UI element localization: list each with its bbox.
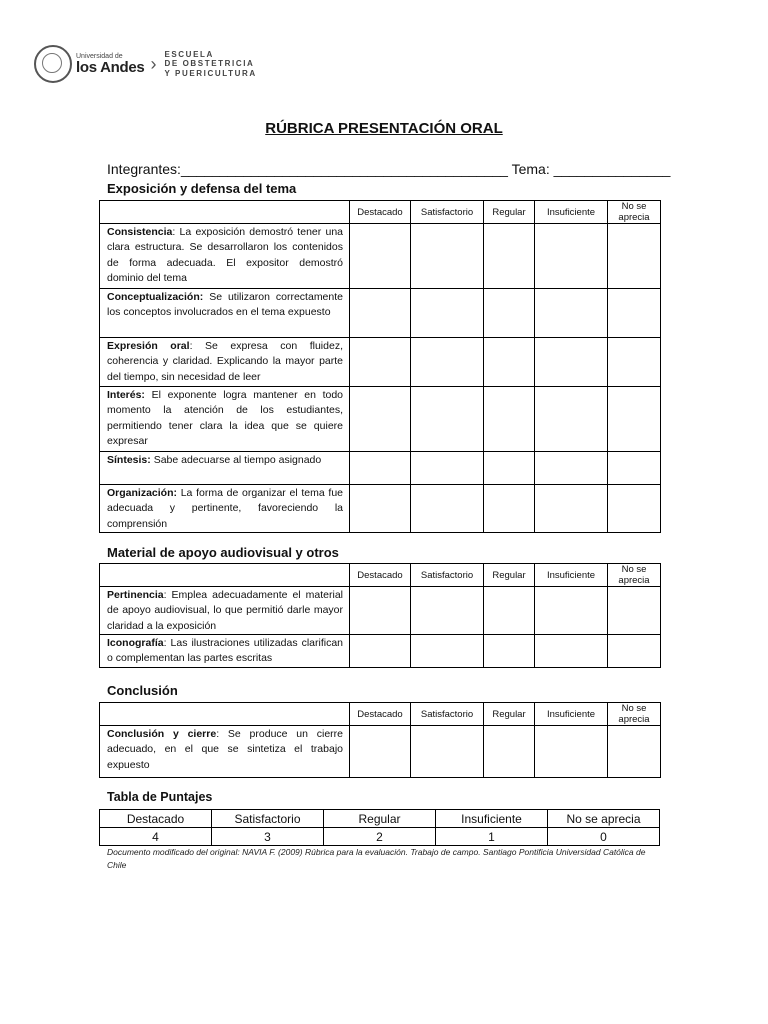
rating-cell[interactable] <box>350 338 411 387</box>
school-name-line: DE OBSTETRICIA <box>164 59 255 69</box>
scores-label-row <box>100 810 660 828</box>
rating-cell[interactable] <box>535 452 608 485</box>
column-header: No se aprecia <box>608 564 661 587</box>
rating-cell[interactable] <box>535 224 608 289</box>
column-header: Regular <box>484 703 535 726</box>
section-heading-material: Material de apoyo audiovisual y otros <box>107 545 339 560</box>
rating-cell[interactable] <box>411 338 484 387</box>
rubric-row <box>100 587 661 635</box>
university-main-name: los Andes <box>76 59 145 76</box>
rubric-row <box>100 485 661 533</box>
rating-cell[interactable] <box>411 587 484 635</box>
criterion-cell <box>100 289 350 338</box>
rating-cell[interactable] <box>411 224 484 289</box>
scores-value-row <box>100 828 660 846</box>
criterion-cell <box>100 452 350 485</box>
rubric-row <box>100 387 661 452</box>
section-heading-conclusion: Conclusión <box>107 683 178 698</box>
criterion-cell <box>100 387 350 452</box>
criteria-header-cell <box>100 703 350 726</box>
university-name <box>76 53 144 75</box>
criterion-name: Iconografía <box>107 637 164 649</box>
rating-cell[interactable] <box>608 485 661 533</box>
rating-cell[interactable] <box>350 635 411 668</box>
criterion-description: Sabe adecuarse al tiempo asignado <box>153 454 322 466</box>
criterion-separator: : <box>163 637 171 649</box>
column-header: Satisfactorio <box>411 703 484 726</box>
criterion-name: Organización: <box>107 487 178 499</box>
rubric-row <box>100 289 661 338</box>
rating-cell[interactable] <box>608 726 661 778</box>
rating-cell[interactable] <box>350 224 411 289</box>
rubric-table-exposicion <box>99 200 661 533</box>
column-header: Destacado <box>350 703 411 726</box>
column-header: No se aprecia <box>608 201 661 224</box>
rating-cell[interactable] <box>411 387 484 452</box>
score-value: 0 <box>548 828 660 846</box>
score-value: 2 <box>324 828 436 846</box>
criterion-separator: : <box>216 728 228 740</box>
rubric-header-row <box>100 201 661 224</box>
criterion-name: Interés: <box>107 389 145 401</box>
criterion-separator <box>145 389 152 401</box>
criterion-separator: : <box>189 340 206 352</box>
criterion-name: Conclusión y cierre <box>107 728 217 740</box>
rating-cell[interactable] <box>484 485 535 533</box>
criteria-header-cell <box>100 564 350 587</box>
integrantes-tema-line: Integrantes:__________________________________________ Tema: _______________ <box>107 161 671 177</box>
criterion-cell <box>100 338 350 387</box>
rating-cell[interactable] <box>411 289 484 338</box>
rubric-header-row <box>100 703 661 726</box>
criterion-cell <box>100 635 350 668</box>
rubric-header-row <box>100 564 661 587</box>
rating-cell[interactable] <box>535 635 608 668</box>
criterion-description: Se utilizaron correctamente los conceptos involucrados en el tema expuesto <box>107 291 343 319</box>
column-header: Satisfactorio <box>411 201 484 224</box>
score-value: 4 <box>100 828 212 846</box>
rating-cell[interactable] <box>484 635 535 668</box>
footnote: Documento modificado del original: NAVIA F. (2009) Rúbrica para la evaluación. Trabajo de campo. Santiago Pontificia Universidad Católica de Chile <box>107 847 646 870</box>
rating-cell[interactable] <box>484 587 535 635</box>
criterion-cell <box>100 726 350 778</box>
rating-cell[interactable] <box>535 289 608 338</box>
score-label: Insuficiente <box>436 810 548 828</box>
rubric-table-material <box>99 563 661 668</box>
score-label: Regular <box>324 810 436 828</box>
criterion-name: Síntesis: <box>107 454 151 466</box>
criterion-name: Pertinencia <box>107 589 164 601</box>
rating-cell[interactable] <box>350 387 411 452</box>
column-header: Insuficiente <box>535 201 608 224</box>
rating-cell[interactable] <box>608 338 661 387</box>
rating-cell[interactable] <box>411 726 484 778</box>
criterion-separator: : <box>172 226 180 238</box>
rubric-table-conclusion <box>99 702 661 778</box>
rubric-row <box>100 635 661 668</box>
institution-header <box>34 42 257 86</box>
criterion-separator: : <box>163 589 172 601</box>
criterion-cell <box>100 224 350 289</box>
column-header: Insuficiente <box>535 564 608 587</box>
column-header: Regular <box>484 564 535 587</box>
rating-cell[interactable] <box>350 452 411 485</box>
rating-cell[interactable] <box>535 485 608 533</box>
scores-table <box>99 809 660 846</box>
column-header: No se aprecia <box>608 703 661 726</box>
score-value: 1 <box>436 828 548 846</box>
rating-cell[interactable] <box>535 387 608 452</box>
rating-cell[interactable] <box>484 726 535 778</box>
column-header: Satisfactorio <box>411 564 484 587</box>
rating-cell[interactable] <box>411 635 484 668</box>
column-header: Destacado <box>350 201 411 224</box>
rating-cell[interactable] <box>350 485 411 533</box>
scores-table-heading: Tabla de Puntajes <box>107 790 213 804</box>
score-value: 3 <box>212 828 324 846</box>
score-label: Destacado <box>100 810 212 828</box>
score-label: No se aprecia <box>548 810 660 828</box>
school-name-line: Y PUERICULTURA <box>164 68 257 78</box>
rubric-row <box>100 338 661 387</box>
chevron-right-icon: › <box>150 53 157 74</box>
criterion-description: Emplea adecuadamente el material de apoyo audiovisual, lo que permitió darle mayor claridad a la exposición <box>107 589 343 632</box>
criterion-name: Consistencia <box>107 226 173 238</box>
section-heading-exposicion: Exposición y defensa del tema <box>107 181 297 196</box>
rating-cell[interactable] <box>608 635 661 668</box>
rating-cell[interactable] <box>350 289 411 338</box>
rating-cell[interactable] <box>535 726 608 778</box>
rating-cell[interactable] <box>484 224 535 289</box>
score-label: Satisfactorio <box>212 810 324 828</box>
criteria-header-cell <box>100 201 350 224</box>
criterion-description: Se produce un cierre adecuado, en el que se sintetiza el trabajo expuesto <box>107 728 344 771</box>
rating-cell[interactable] <box>608 224 661 289</box>
rating-cell[interactable] <box>535 338 608 387</box>
document-title: RÚBRICA PRESENTACIÓN ORAL <box>265 120 503 137</box>
rubric-row <box>100 452 661 485</box>
criterion-description: El exponente logra mantener en todo momento la atención de los estudiantes, permitiendo tener clara la idea que se quiere expresar <box>107 389 344 447</box>
school-name <box>164 50 256 79</box>
rating-cell[interactable] <box>484 338 535 387</box>
rating-cell[interactable] <box>350 726 411 778</box>
university-prefix: Universidad de <box>76 53 123 60</box>
rating-cell[interactable] <box>411 452 484 485</box>
rating-cell[interactable] <box>608 587 661 635</box>
rating-cell[interactable] <box>411 485 484 533</box>
rating-cell[interactable] <box>608 289 661 338</box>
rating-cell[interactable] <box>608 387 661 452</box>
school-name-line: ESCUELA <box>164 49 214 59</box>
rubric-row <box>100 224 661 289</box>
rating-cell[interactable] <box>350 587 411 635</box>
column-header: Destacado <box>350 564 411 587</box>
criterion-cell <box>100 485 350 533</box>
criterion-name: Conceptualización: <box>107 291 204 303</box>
criterion-cell <box>100 587 350 635</box>
column-header: Regular <box>484 201 535 224</box>
university-seal-icon <box>34 45 72 83</box>
rubric-row <box>100 726 661 778</box>
rating-cell[interactable] <box>484 289 535 338</box>
criterion-description: Las ilustraciones utilizadas clarifican o complementan las partes escritas <box>107 637 343 665</box>
criterion-description: La forma de organizar el tema fue adecuada y pertinente, favoreciendo la comprensión <box>107 487 343 530</box>
criterion-name: Expresión oral <box>107 340 190 352</box>
rating-cell[interactable] <box>608 452 661 485</box>
rating-cell[interactable] <box>484 452 535 485</box>
column-header: Insuficiente <box>535 703 608 726</box>
criterion-description: Se expresa con fluidez, coherencia y claridad. Explicando la mayor parte del tiempo, sin necesidad de leer <box>107 340 343 383</box>
rating-cell[interactable] <box>535 587 608 635</box>
rating-cell[interactable] <box>484 387 535 452</box>
criterion-description: La exposición demostró tener una clara estructura. Se desarrollaron los contenidos de forma adecuada. El expositor demostró dominio del tema <box>107 226 344 284</box>
